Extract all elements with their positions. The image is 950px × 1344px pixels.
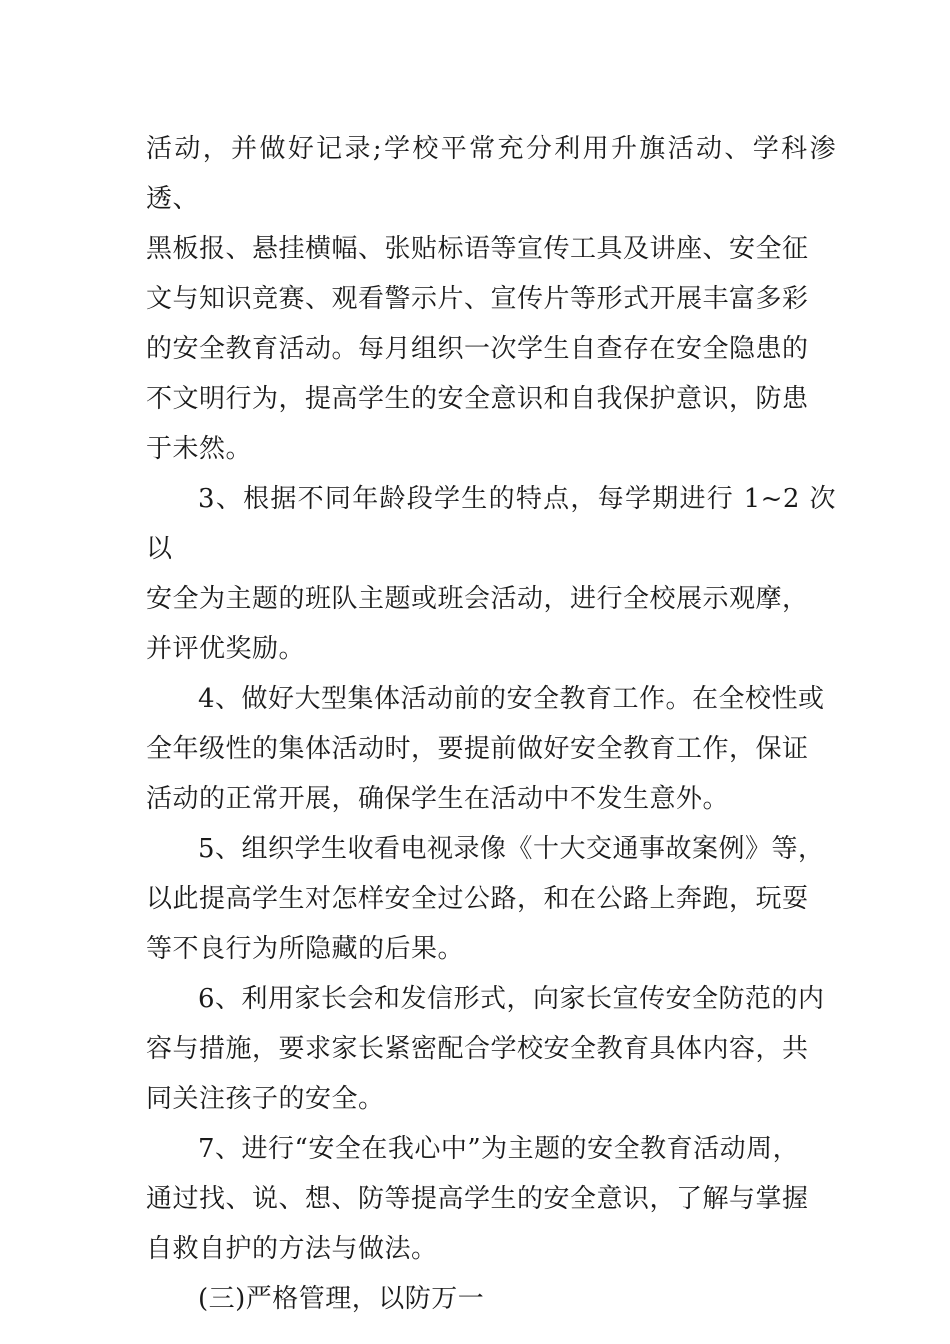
text-line: (三)严格管理，以防万一 (198, 1284, 485, 1314)
paragraph-section-3-heading (146, 1274, 836, 1324)
text-line: 7、进行“安全在我心中”为主题的安全教育活动周， (198, 1134, 800, 1164)
paragraph-item-5 (146, 824, 836, 974)
text-line: 并评优奖励。 (146, 634, 306, 664)
text-line: 文与知识竞赛、观看警示片、宣传片等形式开展丰富多彩 (146, 284, 809, 314)
text-line: 5、组织学生收看电视录像《十大交通事故案例》等， (198, 834, 825, 864)
text-line: 自救自护的方法与做法。 (146, 1234, 438, 1264)
text-line: 黑板报、悬挂横幅、张贴标语等宣传工具及讲座、安全征 (146, 234, 809, 264)
text-line: 于未然。 (146, 434, 253, 464)
text-line: 不文明行为，提高学生的安全意识和自我保护意识，防患 (146, 384, 809, 414)
text-line: 等不良行为所隐藏的后果。 (146, 934, 465, 964)
document-body (146, 124, 836, 1324)
paragraph-item-3 (146, 474, 836, 674)
text-line: 以此提高学生对怎样安全过公路，和在公路上奔跑，玩耍 (146, 884, 809, 914)
text-line: 通过找、说、想、防等提高学生的安全意识，了解与掌握 (146, 1184, 809, 1214)
paragraph-item-6 (146, 974, 836, 1124)
paragraph-item-7 (146, 1124, 836, 1274)
text-line: 同关注孩子的安全。 (146, 1084, 385, 1114)
paragraph-item-4 (146, 674, 836, 824)
text-line: 安全为主题的班队主题或班会活动，进行全校展示观摩， (146, 584, 809, 614)
text-line: 全年级性的集体活动时，要提前做好安全教育工作，保证 (146, 734, 809, 764)
text-line: 4、做好大型集体活动前的安全教育工作。在全校性或 (198, 684, 825, 714)
text-line: 活动，并做好记录;学校平常充分利用升旗活动、学科渗透、 (146, 134, 836, 214)
text-line: 的安全教育活动。每月组织一次学生自查存在安全隐患的 (146, 334, 809, 364)
text-line: 活动的正常开展，确保学生在活动中不发生意外。 (146, 784, 730, 814)
text-line: 容与措施，要求家长紧密配合学校安全教育具体内容，共 (146, 1034, 809, 1064)
paragraph-continuation (146, 124, 836, 474)
text-line: 3、根据不同年龄段学生的特点，每学期进行 1~2 次以 (146, 484, 836, 564)
text-line: 6、利用家长会和发信形式，向家长宣传安全防范的内 (198, 984, 825, 1014)
